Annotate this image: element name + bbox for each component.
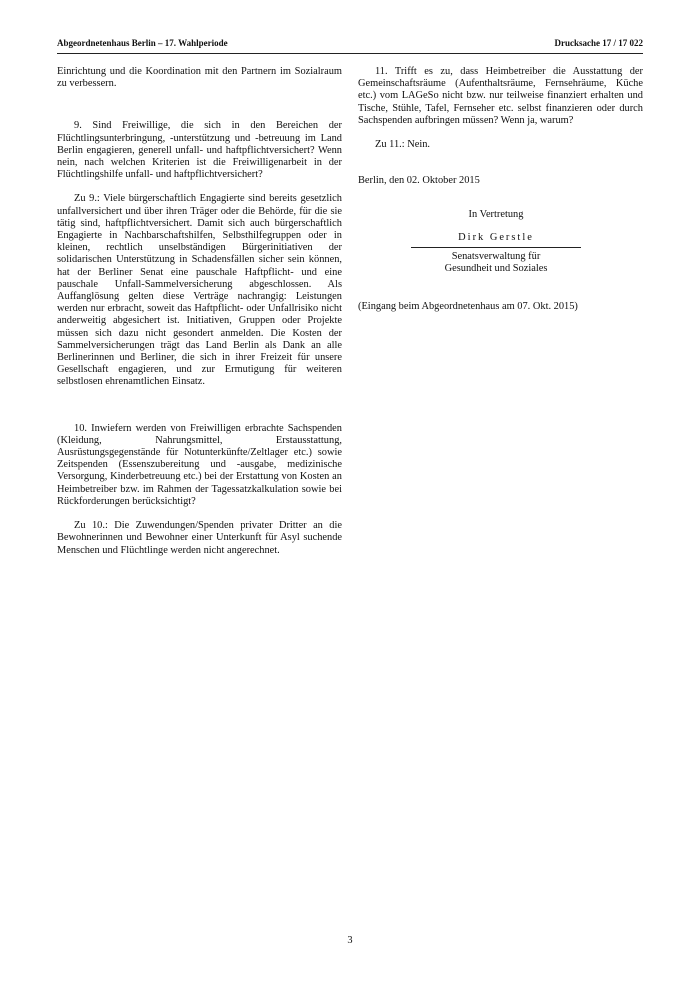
right-column <box>358 66 643 313</box>
in-vertretung: In Vertretung <box>468 209 524 221</box>
header-parliament-title: Abgeordnetenhaus Berlin – 17. Wahlperiode <box>57 38 228 48</box>
question-10: 10. Inwiefern werden von Freiwilligen erbrachte Sachspenden (Kleidung, Nahrungsmittel, Erstausstattung, Ausrüstungsgegenstände für Notunterkünfte/Zeltlager etc.) sowie Zeitspenden (Essenszubereitung und -ausgabe, medizinische Versorgung, Kinderbetreuung etc.) bei der Erstattung von Kosten an Heimbetreiber bzw. im Rahmen der Tagessatzkalkulation sowie bei Rückforderungen berücksichtigt? <box>57 422 342 507</box>
left-column <box>57 66 342 557</box>
signature-block <box>411 209 581 275</box>
answer-10: Zu 10.: Die Zuwendungen/Spenden privater Dritter an die Bewohnerinnen und Bewohner einer Unterkunft für Asyl suchende Menschen und Flüchtlinge werden nicht angerechnet. <box>57 520 342 556</box>
authority-line-1: Senatsverwaltung für <box>451 250 541 262</box>
running-header <box>57 38 643 52</box>
question-11: 11. Trifft es zu, dass Heimbetreiber die Ausstattung der Gemeinschaftsräume (Aufenthaltsräume, Fernsehräume, Küche etc.) vom LAGeSo nicht bzw. nur teilweise finanziert erhalten und Tische, Stühle, Tafel, Fernseher etc. selbst finanzieren oder durch Sachspenden aufbringen müssen? Wenn ja, warum? <box>358 66 643 126</box>
header-divider <box>57 53 643 54</box>
receipt-note: (Eingang beim Abgeordnetenhaus am 07. Okt. 2015) <box>358 301 578 313</box>
continuation-paragraph: Einrichtung und die Koordination mit den Partnern im Sozialraum zu verbessern. <box>57 66 342 90</box>
header-document-number: Drucksache 17 / 17 022 <box>554 38 643 48</box>
signer-name: Dirk Gerstle <box>458 231 534 243</box>
authority-line-2: Gesundheit und Soziales <box>444 263 548 275</box>
question-9: 9. Sind Freiwillige, die sich in den Bereichen der Flüchtlingsunterbringung, -unterstützung und -betreuung im Land Berlin engagieren, generell unfall- und haftpflichtversichert? Wenn nein, nach welchen Kriterien ist die Freiwilligenarbeit in der Flüchtlingshilfe unfall- und haftpflichtversichert? <box>57 120 342 181</box>
answer-11: Zu 11.: Nein. <box>375 139 431 151</box>
answer-9: Zu 9.: Viele bürgerschaftlich Engagierte sind bereits gesetzlich unfallversichert und über ihren Träger oder die Behörde, für die sie tätig sind, haftpflichtversichert. Damit sich auch bürgerschaftlich Engagierte in Nachbarschaftshilfen, Selbsthilfegruppen oder in kleinen, rechtlich unselbständigen Bürgerinitiativen der solidarischen Unterstützung in Schadensfällen sicher sein können, hat der Berliner Senat eine pauschale Haftpflicht- und eine pauschale Unfall-Sammelversicherung abgeschlossen. Als Auffanglösung gelten diese Verträge nachrangig: Leistungen werden nur erbracht, soweit das Haftpflicht- oder Unfallrisiko nicht anderweitig abgesichert ist. Initiativen, Gruppen oder Projekte müssen sich dazu nicht gesondert anmelden. Die Kosten der Sammelversicherungen trägt das Land Berlin als Dank an alle Berlinerinnen und Berliner, die sich in ihrer Freizeit für unsere Gesellschaft engagieren, und zur Ermutigung für weiteren selbstlosen ehrenamtlichen Einsatz. <box>57 193 342 388</box>
page-number: 3 <box>347 935 353 946</box>
place-date: Berlin, den 02. Oktober 2015 <box>358 175 480 187</box>
